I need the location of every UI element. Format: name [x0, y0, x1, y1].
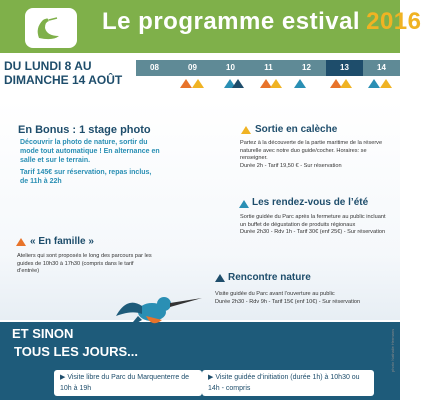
kingfisher-illustration: [112, 286, 206, 346]
timeline-day-13[interactable]: 13: [326, 60, 363, 76]
event-marker-navy-icon: [215, 274, 225, 282]
daily-visit-free: [54, 370, 202, 396]
timeline-marker-blue-icon: [368, 79, 380, 88]
bird-logo: [25, 8, 77, 48]
daily-visit-free-text: Visite libre du Parc du Marquenterre de 10h à 19h: [60, 374, 189, 392]
timeline-marker-yellow-icon: [192, 79, 204, 88]
title-year: 2016: [366, 8, 422, 35]
timeline-day-08[interactable]: 08: [150, 63, 159, 72]
event-marker-orange-icon: [16, 238, 26, 246]
header-band: [0, 0, 422, 53]
bonus-tarif: Tarif 145€ sur réservation, repas inclus, de 11h à 22h: [20, 169, 152, 185]
event-desc-rencontre-nature: [215, 291, 385, 306]
title-text: Le programme estival: [102, 8, 361, 35]
timeline-marker-yellow-icon: [340, 79, 352, 88]
event-marker-blue-icon: [239, 200, 249, 208]
timeline-marker-yellow-icon: [270, 79, 282, 88]
bonus-text-block: [20, 138, 160, 186]
bonus-title: En Bonus : 1 stage photo: [18, 124, 151, 136]
day-timeline: [136, 60, 400, 92]
timeline-day-11[interactable]: 11: [264, 63, 273, 72]
date-range-line1: DU LUNDI 8 AU: [4, 59, 92, 73]
event-desc-caleche: [240, 140, 390, 170]
event-title-rendez-vous: Les rendez-vous de l’été: [252, 197, 369, 208]
timeline-day-09[interactable]: 09: [188, 63, 197, 72]
event-title-rencontre-nature: Rencontre nature: [228, 272, 311, 283]
timeline-marker-blue-icon: [294, 79, 306, 88]
timeline-marker-yellow-icon: [380, 79, 392, 88]
date-range-line2: DIMANCHE 14 AOÛT: [4, 73, 123, 87]
event-desc-rendez-vous: [240, 214, 390, 237]
event-detail-caleche: Durée 2h - Tarif 19,50 € - Sur réservation: [240, 162, 342, 169]
event-detail-rendez-vous: Durée 2h30 - Rdv 1h - Tarif 30€ (enf 25€) - Sur réservation: [240, 229, 386, 235]
play-arrow-icon: ▶: [208, 374, 216, 381]
play-arrow-icon: ▶: [60, 374, 68, 381]
event-desc-rencontre-nature-text: Visite guidée du Parc avant l’ouverture au public: [215, 291, 335, 297]
event-marker-yellow-icon: [241, 126, 251, 134]
photo-credit: photo Nathalie Hermans: [390, 328, 395, 372]
event-desc-caleche-text: Partez à la découverte de la partie maritime de la réserve naturelle avec notre duo guide/cocher. Horaires: se renseigner.: [240, 140, 383, 161]
date-range: [4, 59, 134, 87]
daily-visit-guided-text: Visite guidée d’initiation (durée 1h) à 10h30 ou 14h - compris: [208, 374, 360, 392]
daily-title-line1: ET SINON: [12, 326, 74, 341]
timeline-marker-orange-icon: [180, 79, 192, 88]
timeline-marker-navy-icon: [232, 79, 244, 88]
heron-logo-icon: [25, 8, 77, 48]
daily-visit-guided: [202, 370, 374, 396]
event-detail-rencontre-nature: Durée 2h30 - Rdv 9h - Tarif 15€ (enf 10€) - Sur réservation: [215, 298, 361, 305]
event-title-en-famille: « En famille »: [30, 236, 94, 247]
bonus-description: Découvrir la photo de nature, sortir du mode tout automatique ! En alternance en salle et sur le terrain.: [20, 139, 160, 164]
event-title-caleche: Sortie en calèche: [255, 124, 338, 135]
event-desc-en-famille: Ateliers qui sont proposés le long des parcours par les guides de 10h30 à 17h30 (compris dans le tarif d’entrée): [17, 253, 152, 274]
timeline-day-12[interactable]: 12: [302, 63, 311, 72]
page-title: [102, 8, 422, 36]
timeline-day-10[interactable]: 10: [226, 63, 235, 72]
daily-title-line2: TOUS LES JOURS...: [14, 344, 139, 359]
timeline-day-14[interactable]: 14: [377, 63, 386, 72]
event-desc-rendez-vous-text: Sortie guidée du Parc après la fermeture au public incluant un buffet de dégustation de produits régionaux: [240, 214, 386, 228]
